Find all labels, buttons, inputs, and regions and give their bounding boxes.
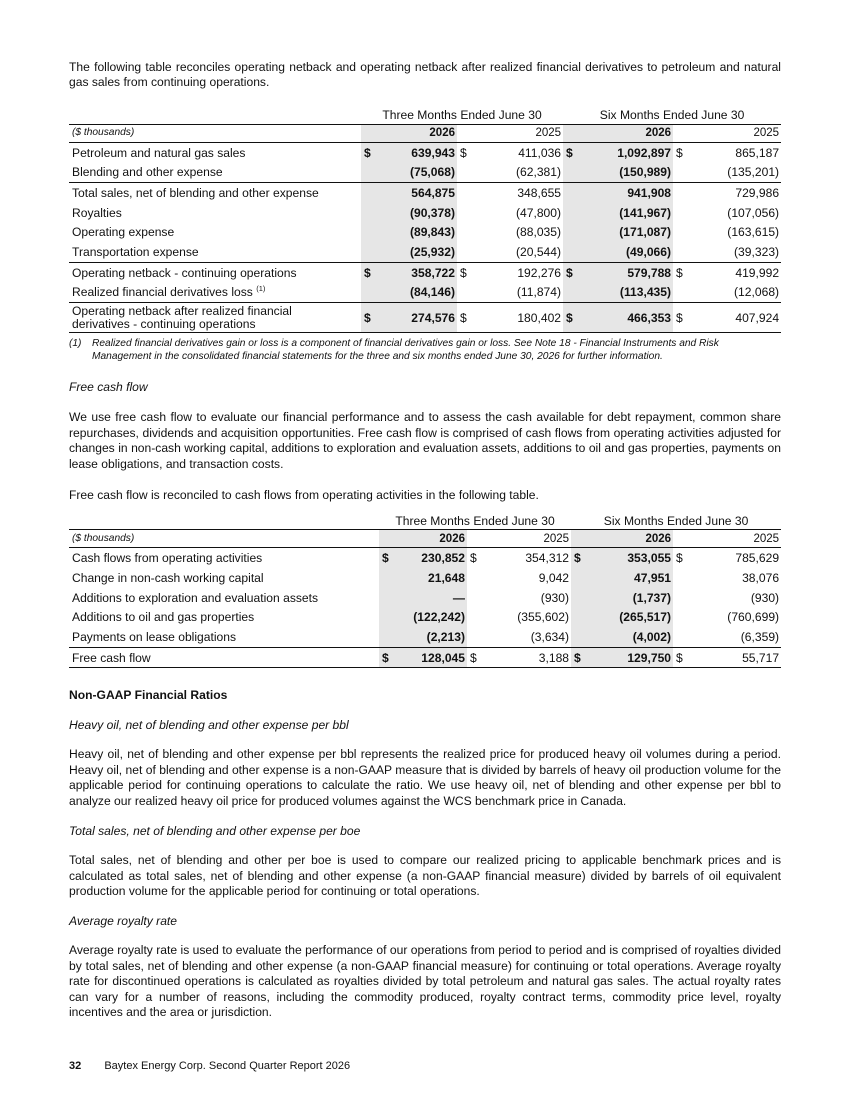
cell-value: 274,576: [381, 303, 457, 333]
currency-sign: $: [673, 647, 693, 668]
cell-value: 1,092,897: [583, 142, 673, 162]
row-label: Change in non-cash working capital: [72, 570, 264, 585]
year-header: 2026: [381, 124, 457, 142]
currency-sign: $: [676, 551, 683, 566]
cell-value: (141,967): [583, 203, 673, 223]
cell-value: (265,517): [591, 607, 673, 627]
currency-sign: $: [676, 265, 683, 280]
cell-value: 358,722: [381, 262, 457, 282]
currency-sign: $: [460, 265, 467, 280]
cell-value: (760,699): [727, 610, 780, 625]
currency-sign: $: [563, 142, 583, 162]
year-header: 2025: [693, 530, 781, 548]
free-cash-flow-paragraph: We use free cash flow to evaluate our financial performance and to assess the cash available for debt repayment, common share repurchases, dividends and acquisition opportunities. Free cash flow is comprised of cash flows from operating activities adjusted for changes in non-cash working capital, additions to exploration and evaluation assets, additions to oil and gas properties, payments on lease obligations, and transaction costs.: [69, 410, 781, 471]
cell-value: 9,042: [538, 570, 570, 585]
cell-value: 21,648: [399, 568, 467, 588]
row-label: Petroleum and natural gas sales: [72, 145, 246, 160]
year-header: 2025: [487, 530, 571, 548]
table-row: [69, 142, 781, 162]
table-row: [69, 568, 781, 588]
cell-value: (75,068): [381, 163, 457, 183]
row-label-text: Realized financial derivatives loss: [72, 285, 253, 300]
total-sales-heading: Total sales, net of blending and other expense per boe: [69, 824, 361, 839]
cell-value: (2,213): [399, 627, 467, 647]
row-label: [69, 283, 361, 303]
royalty-rate-heading: Average royalty rate: [69, 914, 178, 929]
cell-value: 128,045: [399, 647, 467, 668]
currency-sign: $: [563, 303, 583, 333]
operating-netback-table: [69, 107, 781, 334]
footnote-number: (1): [69, 338, 82, 350]
cell-value: 729,986: [735, 186, 780, 201]
currency-sign: $: [460, 145, 467, 160]
currency-sign: $: [361, 142, 381, 162]
cell-value: 353,055: [591, 548, 673, 568]
table-footnote: [69, 337, 781, 363]
currency-sign: $: [571, 647, 591, 668]
period-header-six-months: Six Months Ended June 30: [599, 108, 745, 123]
cell-value: 785,629: [735, 551, 780, 566]
cell-value: 230,852: [399, 548, 467, 568]
table-row: [69, 607, 781, 627]
cell-value: (90,378): [381, 203, 457, 223]
currency-sign: $: [361, 262, 381, 282]
total-sales-paragraph: Total sales, net of blending and other per boe is used to compare our realized pricing to applicable benchmark prices and is calculated as total sales, net of blending and other expense (a non-GAAP financial measure) divided by barrels of oil equivalent production volume for the applicable period for continuing or total operations.: [69, 853, 781, 898]
cell-value: 865,187: [735, 145, 780, 160]
cell-value: (25,932): [381, 242, 457, 262]
cell-value: 941,908: [583, 183, 673, 203]
row-label: Total sales, net of blending and other expense: [72, 186, 319, 201]
intro-paragraph: The following table reconciles operating netback and operating netback after realized financial derivatives to petroleum and natural gas sales from continuing operations.: [69, 60, 781, 90]
cell-value: (163,615): [727, 225, 780, 240]
cell-value: 38,076: [742, 570, 780, 585]
heavy-oil-heading: Heavy oil, net of blending and other expense per bbl: [69, 718, 349, 733]
cell-value: (150,989): [583, 163, 673, 183]
row-label: Operating netback after realized financial derivatives - continuing operations: [69, 303, 361, 333]
currency-sign: $: [470, 551, 477, 566]
year-header: 2025: [477, 124, 563, 142]
cell-value: 47,951: [591, 568, 673, 588]
cell-value: (930): [750, 590, 780, 605]
cell-value: 192,276: [517, 265, 562, 280]
cell-value: (135,201): [693, 163, 781, 183]
cell-value: (6,359): [693, 627, 781, 647]
currency-sign: $: [361, 303, 381, 333]
row-label: Blending and other expense: [69, 163, 361, 183]
heavy-oil-paragraph: Heavy oil, net of blending and other expense per bbl represents the realized price for produced heavy oil volumes during a period. Heavy oil, net of blending and other expense is a non-GAAP measure that is divided by barrels of heavy oil production volume for the applicable period for continuing operations to calculate the ratio. We use heavy oil, net of blending and other expense per bbl to analyze our realized heavy oil price for produced volumes against the WCS benchmark price in Canada.: [69, 747, 781, 808]
cell-value: 3,188: [487, 647, 571, 668]
cell-value: (12,068): [693, 283, 781, 303]
cell-value: (122,242): [399, 607, 467, 627]
cell-value: (49,066): [583, 242, 673, 262]
cell-value: (107,056): [727, 205, 780, 220]
cell-value: 411,036: [518, 145, 562, 160]
cell-value: (355,602): [517, 610, 570, 625]
table-row: [69, 223, 781, 243]
year-header: 2026: [583, 124, 673, 142]
cell-value: —: [399, 588, 467, 608]
currency-sign: $: [379, 548, 399, 568]
cell-value: (930): [540, 590, 570, 605]
cell-value: (47,800): [515, 205, 562, 220]
unit-label: ($ thousands): [69, 124, 361, 142]
table-row: [69, 203, 781, 223]
year-header: 2026: [591, 530, 673, 548]
cell-value: (4,002): [591, 627, 673, 647]
page-footer: [69, 1060, 350, 1072]
cell-value: 129,750: [591, 647, 673, 668]
cell-value: 466,353: [583, 303, 673, 333]
table-row: [69, 303, 781, 333]
row-label: Operating expense: [72, 225, 175, 240]
row-label: Payments on lease obligations: [69, 627, 379, 647]
cell-value: 579,788: [583, 262, 673, 282]
cell-value: (62,381): [477, 163, 563, 183]
table-row: [69, 262, 781, 282]
free-cash-flow-reconcile-sentence: Free cash flow is reconciled to cash flows from operating activities in the following table.: [69, 487, 539, 502]
cell-value: 639,943: [381, 142, 457, 162]
currency-sign: $: [457, 303, 477, 333]
cell-value: (113,435): [583, 283, 673, 303]
row-label: Cash flows from operating activities: [72, 551, 263, 566]
year-header: 2025: [693, 124, 781, 142]
page-number: 32: [69, 1060, 82, 1072]
currency-sign: $: [676, 145, 683, 160]
table-row: [69, 183, 781, 203]
cell-value: (11,874): [477, 283, 563, 303]
cell-value: (89,843): [381, 223, 457, 243]
table-row: [69, 588, 781, 608]
row-label: Additions to oil and gas properties: [72, 610, 255, 625]
table-row: [69, 647, 781, 668]
cell-value: (88,035): [515, 225, 562, 240]
currency-sign: $: [379, 647, 399, 668]
non-gaap-ratios-heading: Non-GAAP Financial Ratios: [69, 688, 228, 703]
cell-value: 407,924: [693, 303, 781, 333]
cell-value: 564,875: [381, 183, 457, 203]
period-header-six-months: Six Months Ended June 30: [571, 512, 781, 530]
cell-value: (84,146): [381, 283, 457, 303]
cell-value: (171,087): [583, 223, 673, 243]
footnote-text: Realized financial derivatives gain or loss is a component of financial derivatives gain or loss. See Note 18 - Financial Instruments and Risk Management in the consolidated financial statements for the three and six months ended June 30, 2026 for further information.: [92, 338, 719, 363]
page-content: [69, 60, 781, 1020]
free-cash-flow-heading: Free cash flow: [69, 380, 148, 395]
cell-value: (3,634): [487, 627, 571, 647]
period-header-three-months: Three Months Ended June 30: [382, 108, 542, 123]
cell-value: (39,323): [693, 242, 781, 262]
row-label: Transportation expense: [69, 242, 361, 262]
currency-sign: $: [467, 647, 487, 668]
cell-value: 354,312: [525, 551, 570, 566]
cell-value: 348,655: [517, 186, 562, 201]
free-cash-flow-table: [69, 512, 781, 668]
row-label: Free cash flow: [69, 647, 379, 668]
table-row: [69, 283, 781, 303]
cell-value: (1,737): [591, 588, 673, 608]
row-label: Royalties: [72, 205, 122, 220]
table-row: [69, 163, 781, 183]
table-row: [69, 548, 781, 568]
table-row: [69, 242, 781, 262]
period-header-three-months: Three Months Ended June 30: [379, 512, 571, 530]
unit-label: ($ thousands): [69, 530, 379, 548]
report-title: Baytex Energy Corp. Second Quarter Report 2026: [104, 1060, 351, 1072]
cell-value: 55,717: [693, 647, 781, 668]
currency-sign: $: [563, 262, 583, 282]
row-label: Additions to exploration and evaluation assets: [72, 590, 319, 605]
royalty-rate-paragraph: Average royalty rate is used to evaluate the performance of our operations from period to period and is comprised of royalties divided by total sales, net of blending and other expense (a non-GAAP financial measure) for continuing or total operations. Average royalty rate for discontinued operations is calculated as royalties divided by total petroleum and natural gas sales. The actual royalty rates can vary for a number of reasons, including the commodity produced, royalty contract terms, commodity price level, royalty incentives and the area or jurisdiction.: [69, 943, 781, 1019]
table-row: [69, 627, 781, 647]
cell-value: 180,402: [477, 303, 563, 333]
year-header: 2026: [399, 530, 467, 548]
currency-sign: $: [571, 548, 591, 568]
cell-value: (20,544): [477, 242, 563, 262]
currency-sign: $: [673, 303, 693, 333]
cell-value: 419,992: [735, 265, 780, 280]
footnote-marker: (1): [256, 284, 266, 294]
row-label: Operating netback - continuing operations: [72, 265, 297, 280]
